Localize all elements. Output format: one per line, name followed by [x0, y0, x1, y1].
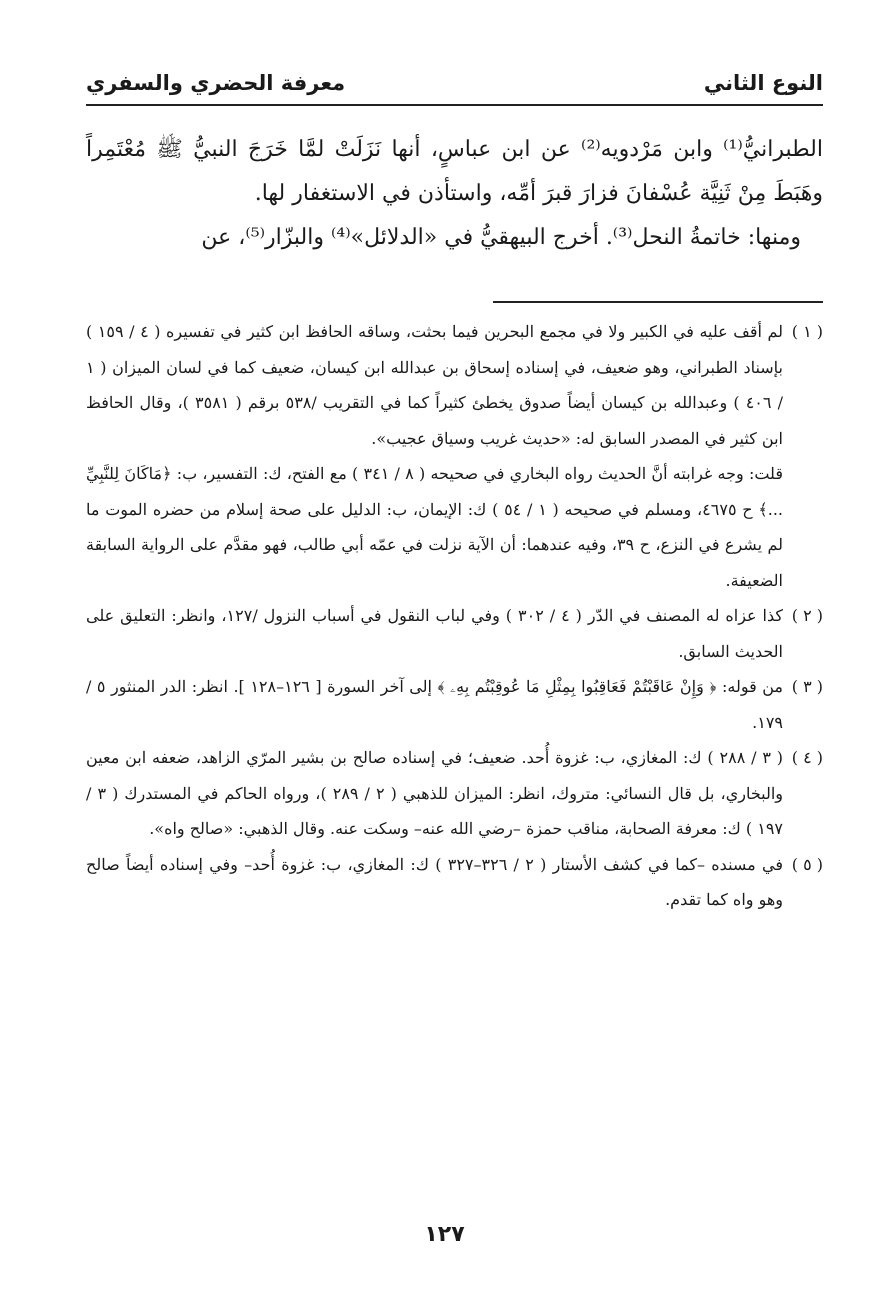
- footnote-paragraph: من قوله: ﴿ وَإِنْ عَاقَبْتُمْ فَعَاقِبُوا بِمِثْلِ مَا عُوقِبْتُم بِهِۦ ﴾ إلى آخر السورة [ ١٢٦–١٢٨ ]. انظر: الدر المنثور ٥ / ١٧٩.: [86, 677, 783, 732]
- footnote-paragraph: قلت: وجه غرابته أنَّ الحديث رواه البخاري في صحيحه ( ٨ / ٣٤١ ) مع الفتح، ك: التفسير، ب: ﴿مَاكَانَ لِلنَّبِيِّ ...﴾ ح ٤٦٧٥، ومسلم في صحيحه ( ١ / ٥٤ ) ك: الإيمان، ب: الدليل على صحة إسلام من حضره الموت ما لم يشرع في النزع، ح ٣٩، وفيه عندهما: أن الآية نزلت في عمّه أبي طالب، فهو مقدَّم على الرواية السابقة الضعيفة.: [86, 464, 784, 590]
- footnote-number: ( ٣ ): [791, 677, 823, 696]
- footnote-3: [86, 669, 823, 740]
- main-paragraph: ومنها: خاتمةُ النحل⁽³⁾. أخرج البيهقيُّ في «الدلائل»⁽⁴⁾ والبزّار⁽⁵⁾، عن: [201, 225, 801, 250]
- footnotes: [86, 314, 823, 918]
- footnote-paragraph: في مسنده –كما في كشف الأستار ( ٢ / ٣٢٦–٣٢٧ ) ك: المغازي، ب: غزوة أُحد– وفي إسناده أيضاً صالح وهو واه كما تقدم.: [86, 854, 783, 909]
- footnote-number: ( ٤ ): [791, 748, 823, 767]
- footnote-2: [86, 598, 823, 669]
- book-title: معرفة الحضري والسفري: [86, 71, 346, 95]
- footnote-5: [86, 847, 823, 918]
- main-text: [86, 128, 823, 260]
- footnote-1: [86, 314, 823, 598]
- footnote-paragraph: ( ٣ / ٢٨٨ ) ك: المغازي، ب: غزوة أُحد. ضعيف؛ في إسناده صالح بن بشير المرّي الزاهد، ضعفه ابن معين والبخاري، بل قال النسائي: متروك، انظر: الميزان للذهبي ( ٢ / ٢٨٩ )، ورواه الحاكم في المستدرك ( ٣ / ١٩٧ ) ك: معرفة الصحابة، مناقب حمزة –رضي الله عنه– وسكت عنه. وقال الذهبي: «صالح واه».: [86, 748, 784, 838]
- footnote-paragraph: كذا عزاه له المصنف في الدّر ( ٤ / ٣٠٢ ) وفي لباب النقول في أسباب النزول /١٢٧، وانظر: التعليق على الحديث السابق.: [86, 606, 784, 661]
- section-title: النوع الثاني: [703, 71, 823, 95]
- running-header: [86, 62, 823, 106]
- footnote-number: ( ١ ): [791, 322, 823, 341]
- footnote-number: ( ٥ ): [791, 854, 823, 874]
- footnote-paragraph: لم أقف عليه في الكبير ولا في مجمع البحرين فيما بحثت، وساقه الحافظ ابن كثير في تفسيره ( ٤ / ١٥٩ ) بإسناد الطبراني، وهو ضعيف، في إسناده إسحاق بن عبدالله ابن كيسان، ضعيف كما في لسان الميزان ( ١ / ٤٠٦ ) وعبدالله بن كيسان أيضاً صدوق يخطئ كثيراً كما في التقريب /٥٣٨ برقم ( ٣٥٨١ )، وقال الحافظ ابن كثير في المصدر السابق له: «حديث غريب وسياق عجيب».: [86, 322, 784, 448]
- footnote-4: [86, 740, 823, 847]
- main-paragraph: الطبرانيُّ⁽¹⁾ وابن مَرْدويه⁽²⁾ عن ابن عباسٍ، أنها نَزَلَتْ لمَّا خَرَجَ النبيُّ ﷺ مُعْتَمِراً وهَبَطَ مِنْ ثَنِيَّة عُسْفانَ فزارَ قبرَ أمِّه، واستأذن في الاستغفار لها.: [86, 137, 823, 206]
- page-number: ١٢٧: [424, 1222, 465, 1247]
- footnote-separator: [493, 301, 823, 303]
- footnote-number: ( ٢ ): [791, 606, 823, 625]
